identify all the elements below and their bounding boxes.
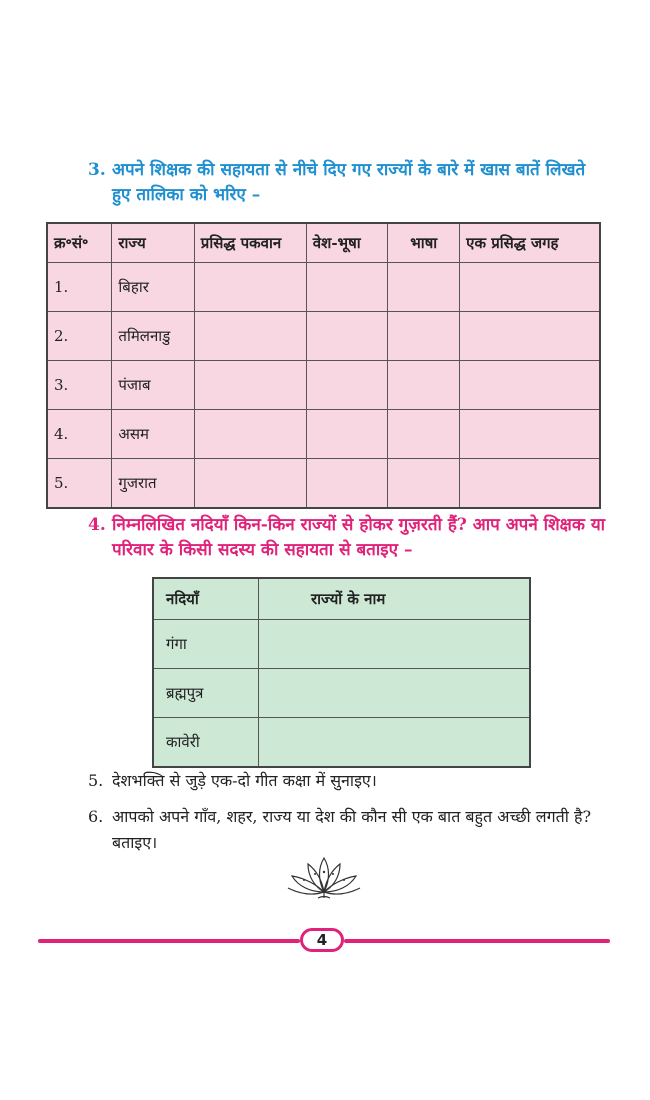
attire-blank-cell[interactable] [306,410,387,459]
state-cell: गुजरात [112,459,194,509]
table-row [153,669,530,718]
question-3 [88,158,608,208]
dish-blank-cell[interactable] [194,361,306,410]
states-table-header-row [47,223,600,263]
dish-blank-cell[interactable] [194,410,306,459]
lotus-ornament-icon [282,852,366,900]
question-3-text: अपने शिक्षक की सहायता से नीचे दिए गए राज्यों के बारे में खास बातें लिखते हुए तालिका को भरिए – [112,160,586,205]
question-3-number: 3. [88,160,106,180]
attire-blank-cell[interactable] [306,263,387,312]
state-names-blank-cell[interactable] [259,669,531,718]
header-famous-dish: प्रसिद्ध पकवान [194,223,306,263]
language-blank-cell[interactable] [388,263,460,312]
table-row [47,361,600,410]
state-names-blank-cell[interactable] [259,718,531,768]
question-4-text: निम्नलिखित नदियाँ किन-किन राज्यों से होकर गुज़रती हैं? आप अपने शिक्षक या परिवार के किसी सदस्य की सहायता से बताइए – [112,515,606,560]
rivers-table-header-row [153,578,530,620]
table-row [47,263,600,312]
dish-blank-cell[interactable] [194,263,306,312]
state-names-blank-cell[interactable] [259,620,531,669]
dish-blank-cell[interactable] [194,312,306,361]
question-4 [88,513,608,563]
place-blank-cell[interactable] [460,361,600,410]
river-cell: ब्रह्मपुत्र [153,669,259,718]
place-blank-cell[interactable] [460,410,600,459]
question-6-text: आपको अपने गाँव, शहर, राज्य या देश की कौन सी एक बात बहुत अच्छी लगती है? बताइए। [112,807,592,852]
attire-blank-cell[interactable] [306,459,387,509]
question-5-text: देशभक्ति से जुड़े एक-दो गीत कक्षा में सुनाइए। [112,771,377,790]
table-row [153,718,530,768]
question-6 [88,804,608,856]
language-blank-cell[interactable] [388,361,460,410]
river-cell: गंगा [153,620,259,669]
state-cell: असम [112,410,194,459]
header-state: राज्य [112,223,194,263]
serial-number-cell: 2. [47,312,112,361]
language-blank-cell[interactable] [388,410,460,459]
rivers-table [152,577,531,768]
question-5-number: 5. [88,771,104,790]
language-blank-cell[interactable] [388,459,460,509]
question-4-number: 4. [88,515,106,535]
table-row [153,620,530,669]
attire-blank-cell[interactable] [306,361,387,410]
header-language: भाषा [388,223,460,263]
state-cell: तमिलनाडु [112,312,194,361]
place-blank-cell[interactable] [460,312,600,361]
dish-blank-cell[interactable] [194,459,306,509]
header-serial-number: क्र॰सं॰ [47,223,112,263]
serial-number-cell: 5. [47,459,112,509]
attire-blank-cell[interactable] [306,312,387,361]
table-row [47,459,600,509]
state-cell: पंजाब [112,361,194,410]
header-attire: वेश-भूषा [306,223,387,263]
serial-number-cell: 3. [47,361,112,410]
state-cell: बिहार [112,263,194,312]
header-rivers: नदियाँ [153,578,259,620]
footer-line-left [38,939,300,943]
place-blank-cell[interactable] [460,263,600,312]
header-state-names: राज्यों के नाम [259,578,531,620]
table-row [47,312,600,361]
question-6-number: 6. [88,807,104,826]
river-cell: कावेरी [153,718,259,768]
place-blank-cell[interactable] [460,459,600,509]
page-number: 4 [300,928,344,952]
table-row [47,410,600,459]
states-table [46,222,601,509]
header-famous-place: एक प्रसिद्ध जगह [460,223,600,263]
serial-number-cell: 1. [47,263,112,312]
language-blank-cell[interactable] [388,312,460,361]
footer-line-right [344,939,610,943]
question-5 [88,768,608,794]
serial-number-cell: 4. [47,410,112,459]
